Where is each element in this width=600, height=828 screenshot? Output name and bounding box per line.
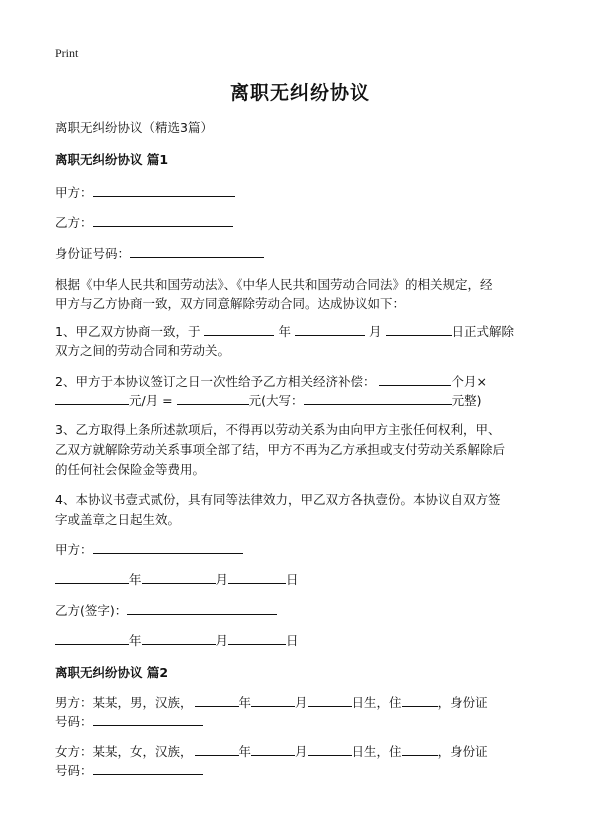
clause-2-line-1 — [55, 372, 545, 392]
date-b-month-label: 月 — [215, 633, 229, 648]
clause-2-line-2 — [55, 391, 545, 411]
clause-2-months-blank — [379, 372, 451, 386]
male-month-blank — [251, 693, 295, 707]
female-id-number-blank — [93, 761, 203, 775]
party-b-label: 乙方： — [55, 215, 93, 230]
clause-2-amount-blank — [55, 391, 129, 405]
sign-date-a-line — [55, 570, 545, 590]
id-card-label: 身份证号码： — [55, 246, 131, 261]
date-a-year-label: 年 — [129, 572, 142, 587]
id-card-blank — [130, 244, 264, 258]
clause-1-line-1 — [55, 322, 545, 342]
clause-2-capital-blank — [304, 391, 452, 405]
female-year-blank — [195, 742, 239, 756]
date-b-year-blank — [55, 631, 129, 645]
male-day-blank — [308, 693, 352, 707]
section-2-heading: 离职无纠纷协议 篇2 — [55, 665, 169, 680]
date-b-day-blank — [228, 631, 286, 645]
clause-4-line-1: 4、本协议书壹式贰份，具有同等法律效力，甲乙双方各执壹份。本协议自双方签 — [55, 492, 501, 507]
female-month-blank — [251, 742, 295, 756]
clause-1-month-label: 月 — [368, 324, 382, 339]
clause-2-per-month-label: 元/月 = — [129, 393, 173, 408]
clause-4-line-2: 字或盖章之日起生效。 — [55, 512, 181, 527]
id-card-line — [55, 244, 545, 264]
clause-3-line-2: 乙双方就解除劳动关系事项全部了结，甲方不再为乙方承担或支付劳动关系解除后 — [55, 442, 506, 457]
document-title: 离职无纠纷协议 — [229, 82, 370, 104]
female-address-blank — [402, 742, 438, 756]
date-a-day-blank — [228, 570, 286, 584]
clause-2-capital-label: 元(大写： — [248, 393, 304, 408]
clause-2-end-label: 元整) — [451, 393, 482, 408]
male-year-label: 年 — [238, 695, 252, 710]
clause-1-day-blank — [386, 322, 452, 336]
sign-date-b-line — [55, 631, 545, 651]
party-a-label: 甲方： — [55, 185, 93, 200]
clause-1-year-label: 年 — [278, 324, 291, 339]
clause-2-months-label: 个月× — [451, 374, 487, 389]
sign-party-b-blank — [127, 601, 277, 615]
clause-1-line-2: 双方之间的劳动合同和劳动关。 — [55, 343, 231, 358]
sign-party-a-label: 甲方： — [55, 542, 93, 557]
male-id-label: ，身份证 — [437, 695, 488, 710]
male-id-number-blank — [93, 712, 203, 726]
female-birth-label: 日生，住 — [351, 744, 402, 759]
sign-party-a-blank — [93, 540, 243, 554]
female-id-label: ，身份证 — [437, 744, 488, 759]
female-line-1 — [55, 742, 545, 762]
document-subtitle: 离职无纠纷协议（精选3篇） — [55, 120, 213, 135]
date-a-month-label: 月 — [215, 572, 229, 587]
female-id-number-label: 号码： — [55, 763, 93, 778]
clause-1-year-blank — [204, 322, 274, 336]
party-a-blank — [93, 183, 235, 197]
party-b-blank — [93, 213, 233, 227]
date-b-day-label: 日 — [286, 633, 299, 648]
print-label: Print — [55, 46, 79, 60]
date-b-year-label: 年 — [129, 633, 142, 648]
intro-line-2: 甲方与乙方协商一致，双方同意解除劳动合同。达成协议如下： — [55, 296, 406, 311]
date-a-day-label: 日 — [286, 572, 299, 587]
female-day-blank — [308, 742, 352, 756]
female-text: 女方：某某，女，汉族， — [55, 744, 193, 759]
sign-party-b-label: 乙方(签字)： — [55, 603, 128, 618]
section-1-heading: 离职无纠纷协议 篇1 — [55, 152, 169, 167]
clause-3-line-1: 3、乙方取得上条所述款项后，不得再以劳动关系为由向甲方主张任何权利，甲、 — [55, 422, 501, 437]
sign-party-a-line — [55, 540, 545, 560]
female-year-label: 年 — [238, 744, 252, 759]
male-id-number-label: 号码： — [55, 714, 93, 729]
male-line-2 — [55, 712, 545, 732]
female-month-label: 月 — [295, 744, 308, 759]
intro-line-1: 根据《中华人民共和国劳动法》、《中华人民共和国劳动合同法》的相关规定，经 — [55, 277, 493, 292]
clause-1-day-label: 日正式解除 — [451, 324, 515, 339]
female-line-2 — [55, 761, 545, 781]
clause-1-month-blank — [295, 322, 365, 336]
date-a-month-blank — [142, 570, 216, 584]
clause-2-text: 2、甲方于本协议签订之日一次性给予乙方相关经济补偿： — [55, 374, 376, 389]
male-text: 男方：某某，男，汉族， — [55, 695, 193, 710]
male-month-label: 月 — [295, 695, 308, 710]
date-b-month-blank — [142, 631, 216, 645]
party-b-line — [55, 213, 545, 233]
male-year-blank — [195, 693, 239, 707]
clause-2-total-blank — [177, 391, 249, 405]
male-birth-label: 日生，住 — [351, 695, 402, 710]
male-line-1 — [55, 693, 545, 713]
clause-1-text: 1、甲乙双方协商一致，于 — [55, 324, 201, 339]
date-a-year-blank — [55, 570, 129, 584]
male-address-blank — [402, 693, 438, 707]
clause-3-line-3: 的任何社会保险金等费用。 — [55, 462, 206, 477]
party-a-line — [55, 183, 545, 203]
sign-party-b-line — [55, 601, 545, 621]
